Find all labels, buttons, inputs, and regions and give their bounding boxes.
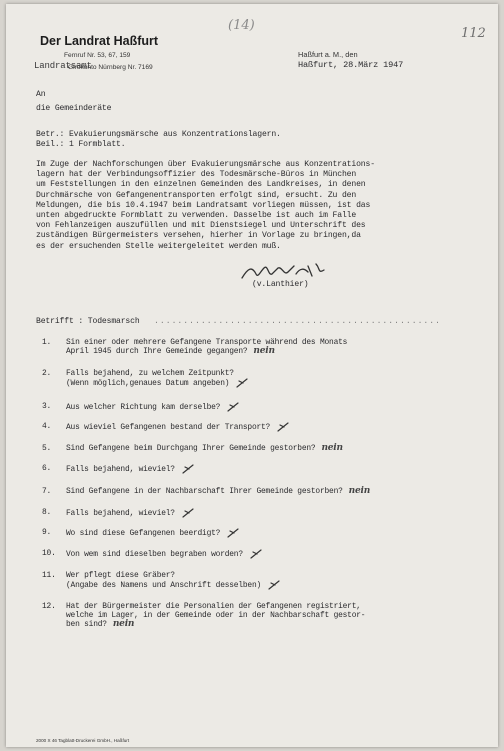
recipient-name: die Gemeinderäte — [36, 104, 112, 113]
body-line: Im Zuge der Nachforschungen über Evakuierungsmärsche aus Konzentrations- — [36, 160, 375, 169]
question-text-line: Hat der Bürgermeister die Personalien der Gefangenen registriert, — [66, 602, 361, 611]
question-text-line: Sin einer oder mehrere Gefangene Transporte während des Monats — [66, 338, 348, 347]
subject-line: Betr.: Evakuierungsmärsche aus Konzentrationslagern. — [36, 130, 281, 139]
question-text-line: Aus welcher Richtung kam derselbe? — [66, 402, 240, 412]
printer-imprint: 2000 X 46 Tagblatt-Druckerei GmbH., Haßfurt — [36, 738, 130, 743]
handwritten-tick-icon — [226, 402, 240, 412]
question-number: 1. — [42, 338, 52, 347]
enclosure-line: Beil.: 1 Formblatt. — [36, 140, 126, 149]
question-text-line: Wer pflegt diese Gräber? — [66, 571, 175, 580]
recipient-prefix: An — [36, 90, 46, 99]
body-line: es der ersuchenden Stelle weitergeleitet werden muß. — [36, 241, 281, 251]
body-line: zuständigen Bürgermeisters versehen, hierher in Vorlage zu bringen,da — [36, 231, 361, 241]
question-text-line: (Angabe des Namens und Anschrift desselben) — [66, 580, 281, 590]
letter-body — [36, 160, 375, 252]
handwritten-answer: nein — [112, 619, 135, 630]
question-text-line: welche im Lager, in der Gemeinde oder in der Nachbarschaft gestor- — [66, 611, 366, 621]
question-number: 7. — [42, 487, 52, 496]
signature-name: (v.Lanthier) — [252, 280, 309, 289]
phone-number: Fernruf Nr. 53, 67, 159 — [64, 52, 131, 59]
place-label: Haßfurt a. M., den — [298, 50, 358, 59]
handwritten-tick-icon — [276, 422, 290, 432]
body-line: von Fehlanzeigen auszufüllen und mit Dienstsiegel und Unterschrift des — [36, 221, 366, 231]
handwritten-answer: nein — [321, 443, 343, 453]
handwritten-answer: nein — [348, 486, 371, 496]
handwritten-tick-icon — [181, 508, 195, 518]
question-number: 12. — [42, 602, 56, 611]
handwritten-tick-icon — [181, 464, 195, 474]
page-number: 112 — [461, 26, 486, 41]
question-number: 6. — [42, 464, 52, 473]
body-line: unten abgedruckte Formblatt zu verwenden. Dasselbe ist auch im Falle — [36, 211, 357, 221]
place-date: Haßfurt, 28.März 1947 — [298, 60, 404, 70]
body-line: lagern hat der Verbindungsoffizier des Todesmärsche-Büros in München — [36, 170, 357, 180]
question-text-line: (Wenn möglich,genaues Datum angeben) — [66, 378, 249, 388]
bank-account: Girokonto Nürnberg Nr. 7169 — [68, 64, 153, 71]
question-text-line: Aus wieviel Gefangenen bestand der Transport? — [66, 422, 290, 432]
handwritten-tick-icon — [226, 528, 240, 538]
question-number: 2. — [42, 369, 52, 378]
question-text-line: Sind Gefangene beim Durchgang Ihrer Gemeinde gestorben? nein — [66, 443, 343, 453]
document-page — [6, 4, 498, 747]
question-number: 11. — [42, 571, 56, 580]
question-text-line: Wo sind diese Gefangenen beerdigt? — [66, 528, 240, 538]
question-text-line: Falls bejahend, wieviel? — [66, 508, 195, 518]
question-number: 10. — [42, 549, 56, 558]
body-line: Durchmärsche von Gefangenentransporten erfolgt sind, ersucht. Zu den — [36, 190, 357, 200]
handwritten-tick-icon — [249, 549, 263, 559]
question-text-line: Falls bejahend, zu welchem Zeitpunkt? — [66, 369, 234, 378]
question-text-line: ben sind? nein — [66, 619, 135, 630]
question-number: 8. — [42, 508, 52, 517]
department-typed: Landratsamt — [34, 61, 92, 71]
handwritten-tick-icon — [267, 580, 281, 590]
authority-heading: Der Landrat Haßfurt — [40, 34, 159, 48]
question-text-line: April 1945 durch Ihre Gemeinde gegangen? nein — [66, 346, 275, 357]
body-line: Meldungen, die bis 10.4.1947 beim Landratsamt vorliegen müssen, ist das — [36, 200, 371, 210]
handwritten-answer: nein — [253, 346, 275, 357]
question-text-line: Von wem sind dieselben begraben worden? — [66, 549, 263, 559]
question-text-line: Falls bejahend, wieviel? — [66, 464, 195, 474]
question-number: 9. — [42, 528, 52, 537]
form-title-dotted-rule: ................................................. — [154, 317, 441, 326]
question-number: 4. — [42, 422, 52, 431]
question-number: 5. — [42, 444, 52, 453]
form-title: Betrifft : Todesmarsch — [36, 317, 140, 326]
handwritten-tick-icon — [235, 378, 249, 388]
question-number: 3. — [42, 402, 52, 411]
body-line: um Feststellungen in den einzelnen Gemeinden des Landkreises, in denen — [36, 180, 366, 190]
question-text-line: Sind Gefangene in der Nachbarschaft Ihrer Gemeinde gestorben? nein — [66, 486, 371, 496]
pencil-folio-mark: (14) — [228, 18, 255, 33]
